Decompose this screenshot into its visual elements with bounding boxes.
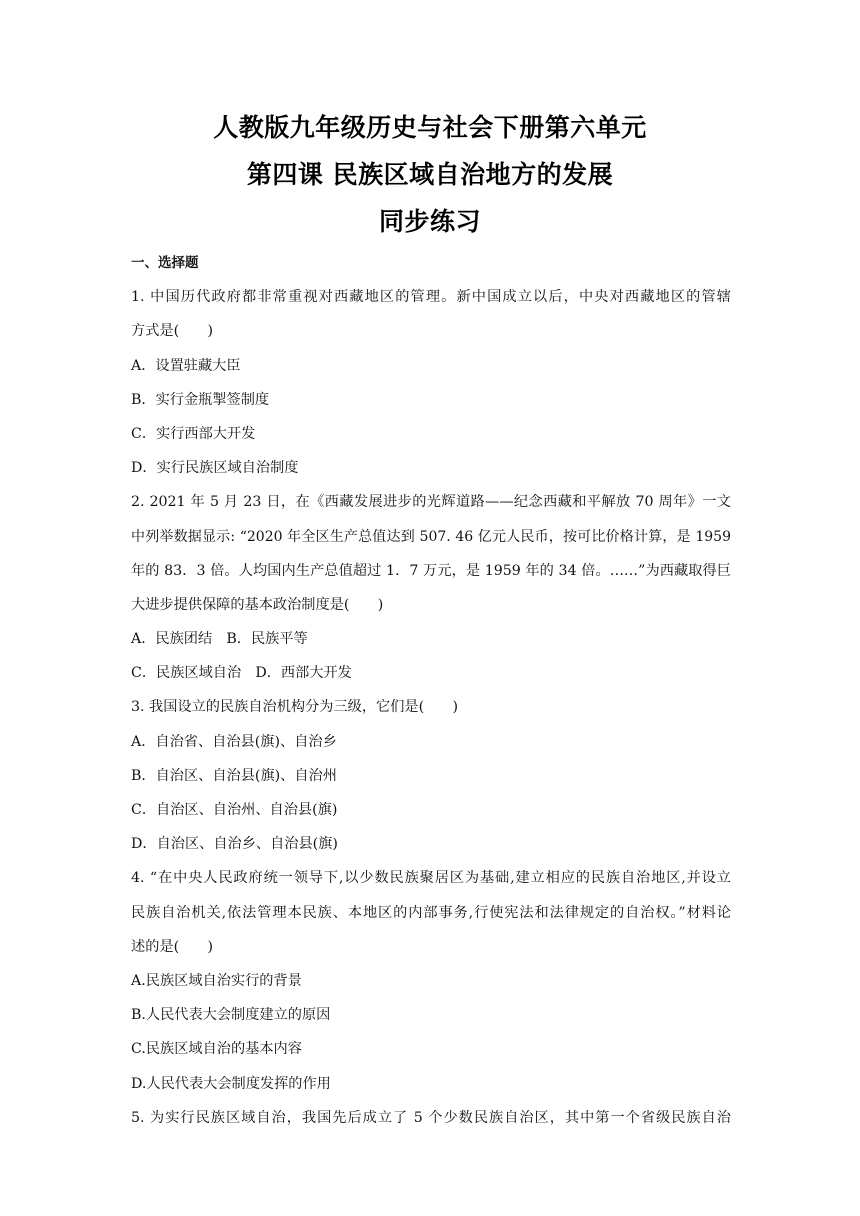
q2-stem-line-4: 大进步提供保障的基本政治制度是( )	[131, 596, 384, 613]
q3-stem: 3. 我国设立的民族自治机构分为三级，它们是( )	[131, 699, 459, 716]
q4-option-a: A.民族区域自治实行的背景	[131, 972, 302, 989]
q3-option-c: C．自治区、自治州、自治县(旗)	[131, 802, 338, 818]
q2-stem-line-3: 年的 83．3 倍。人均国内生产总值超过 1．7 万元，是 1959 年的 34 倍。……”为西藏取得巨	[131, 562, 731, 579]
q3-option-d: D．自治区、自治乡、自治县(旗)	[131, 836, 338, 853]
q1-stem-line-2: 方式是( )	[131, 323, 214, 340]
q1-option-d: D．实行民族区域自治制度	[131, 460, 299, 477]
document-body	[131, 246, 731, 1135]
q4-stem-line-2: 民族自治机关,依法管理本民族、本地区的内部事务,行使宪法和法律规定的自治权。”材料论	[131, 904, 731, 921]
title-line-2: 第四课 民族区域自治地方的发展	[246, 160, 614, 189]
q1-option-b: B．实行金瓶掣签制度	[131, 391, 270, 408]
q2-stem-line-1: 2. 2021 年 5 月 23 日，在《西藏发展进步的光辉道路——纪念西藏和平解放 70 周年》一文	[131, 494, 731, 511]
q3-option-a: A．自治省、自治县(旗)、自治乡	[131, 733, 337, 750]
q1-stem-line-1: 1. 中国历代政府都非常重视对西藏地区的管理。新中国成立以后，中央对西藏地区的管辖	[131, 289, 731, 306]
title-line-3: 同步练习	[378, 207, 481, 236]
q4-stem-line-1: 4. “在中央人民政府统一领导下,以少数民族聚居区为基础,建立相应的民族自治地区,并设立	[131, 870, 731, 887]
title-line-1: 人教版九年级历史与社会下册第六单元	[213, 113, 647, 142]
q1-option-a: A．设置驻藏大臣	[131, 357, 241, 374]
q4-option-d: D.人民代表大会制度发挥的作用	[131, 1075, 331, 1092]
q1-option-c: C．实行西部大开发	[131, 425, 256, 442]
q4-option-c: C.民族区域自治的基本内容	[131, 1041, 302, 1058]
document-title	[0, 104, 860, 245]
q2-options-cd: C．民族区域自治 D．西部大开发	[131, 665, 352, 682]
q4-option-b: B.人民代表大会制度建立的原因	[131, 1007, 331, 1024]
q2-stem-line-2: 中列举数据显示: “2020 年全区生产总值达到 507. 46 亿元人民币，按可比价格计算，是 1959	[131, 528, 731, 545]
q5-stem-line-1: 5. 为实行民族区域自治，我国先后成立了 5 个少数民族自治区，其中第一个省级民族自治	[131, 1109, 731, 1126]
q3-option-b: B．自治区、自治县(旗)、自治州	[131, 767, 337, 784]
q2-options-ab: A．民族团结 B．民族平等	[131, 631, 308, 648]
q4-stem-line-3: 述的是( )	[131, 938, 214, 955]
section-heading: 一、选择题	[131, 255, 199, 271]
